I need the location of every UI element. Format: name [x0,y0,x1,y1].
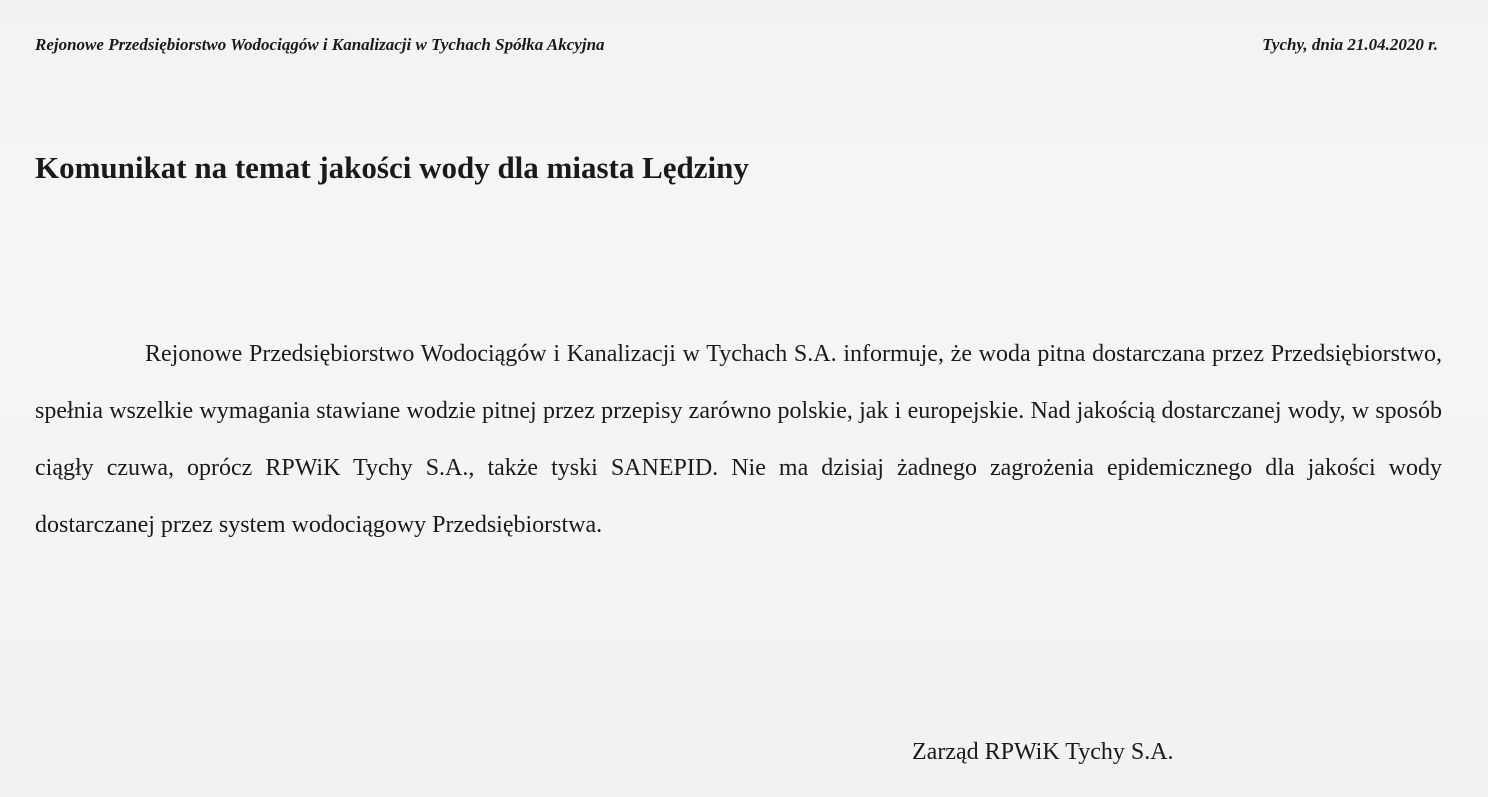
body-paragraph: Rejonowe Przedsiębiorstwo Wodociągów i Kanalizacji w Tychach S.A. informuje, że woda pitna dostarczana przez Przedsiębiorstwo, spełnia wszelkie wymagania stawiane wodzie pitnej przez przepisy zarówno polskie, jak i europejskie. Nad jakością dostarczanej wody, w sposób ciągły czuwa, oprócz RPWiK Tychy S.A., także tyski SANEPID. Nie ma dzisiaj żadnego zagrożenia epidemicznego dla jakości wody dostarczanej przez system wodociągowy Przedsiębiorstwa. [35,341,1442,538]
place-date: Tychy, dnia 21.04.2020 r. [1262,35,1438,54]
document-title: Komunikat na temat jakości wody dla miasta Lędziny [35,150,749,185]
letterhead [35,35,1438,61]
company-name: Rejonowe Przedsiębiorstwo Wodociągów i Kanalizacji w Tychach Spółka Akcyjna [35,35,605,54]
signature: Zarząd RPWiK Tychy S.A. [912,739,1174,765]
